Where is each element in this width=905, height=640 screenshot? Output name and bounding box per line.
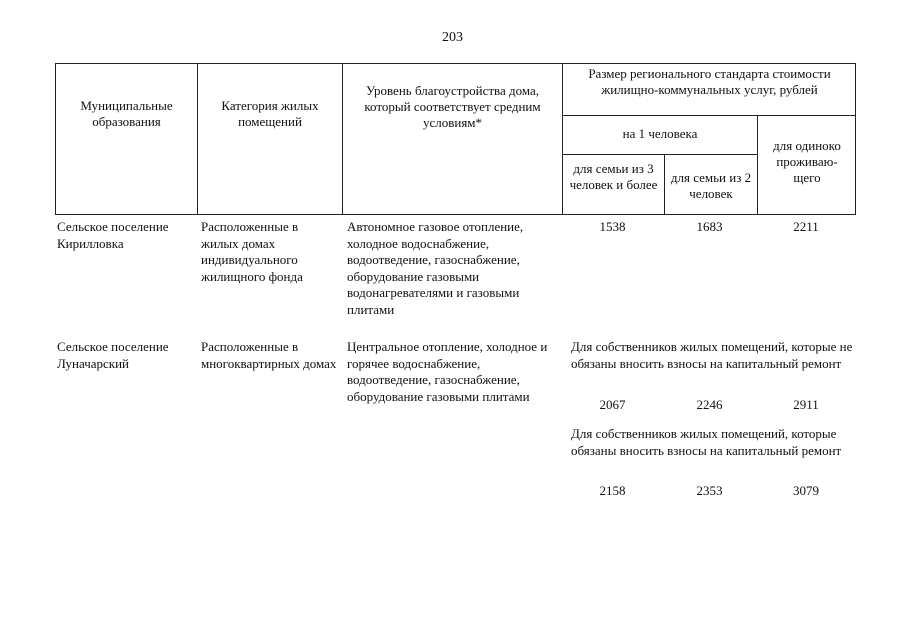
header-family-3: для семьи из 3 человек и более [569, 161, 658, 192]
row-2-category: Расположенные в многоквартирных домах [201, 339, 337, 371]
row-2a-value-single: 2911 [793, 397, 819, 412]
row-2-amenities: Центральное отопление, холодное и горячее водоснабжение, водоотведение, газоснабжение, оборудование газовыми плитами [347, 339, 548, 404]
divider [197, 64, 198, 215]
header-per-person: на 1 человека [622, 126, 698, 141]
divider [562, 115, 856, 116]
header-amenities: Уровень благоустройства дома, который соответствует средним условиям* [364, 83, 541, 130]
header-category: Категория жилых помещений [221, 98, 319, 129]
header-family-2: для семьи из 2 человек [670, 170, 752, 201]
row-2b-value-family-2: 2353 [696, 483, 723, 498]
row-2b-value-family-3: 2158 [599, 483, 626, 498]
row-1-value-single: 2211 [793, 219, 819, 234]
row-2-note-1: Для собственников жилых помещений, которые не обязаны вносить взносы на капитальный ремонт [571, 339, 853, 371]
row-2a-value-family-3: 2067 [599, 397, 626, 412]
row-2a-value-family-2: 2246 [696, 397, 723, 412]
divider [562, 154, 757, 155]
header-standard-size: Размер регионального стандарта стоимости жилищно-коммунальных услуг, рублей [588, 66, 831, 97]
page-number: 203 [442, 30, 463, 45]
row-1-municipality: Сельское поселение Кирилловка [57, 219, 169, 251]
row-1-amenities: Автономное газовое отопление, холодное водоснабжение, водоотведение, газоснабжение, оборудование газовыми водонагревателями и газовыми плитами [347, 219, 524, 317]
table-header [55, 63, 856, 215]
row-1-value-family-3: 1538 [599, 219, 626, 234]
header-single: для одиноко проживаю-щего [773, 138, 841, 185]
row-1-value-family-2: 1683 [696, 219, 723, 234]
header-municipality: Муниципальные образования [80, 98, 173, 129]
row-2-note-2: Для собственников жилых помещений, которые обязаны вносить взносы на капитальный ремонт [571, 426, 842, 458]
row-1-category: Расположенные в жилых домах индивидуального жилищного фонда [201, 219, 303, 284]
row-2b-value-single: 3079 [793, 483, 819, 498]
row-2-municipality: Сельское поселение Луначарский [57, 339, 169, 371]
